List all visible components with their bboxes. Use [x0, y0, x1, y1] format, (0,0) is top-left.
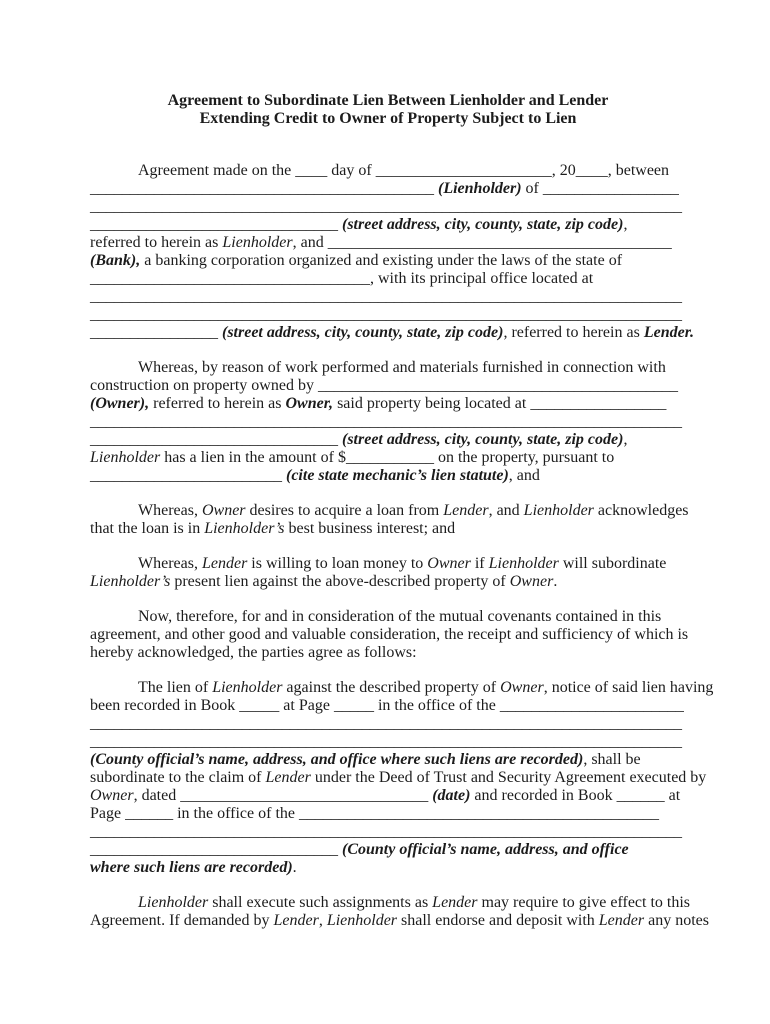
blank-field: __________________________________________________________________________: [90, 198, 682, 215]
blank-field: _____: [333, 697, 374, 714]
consideration-clause: [90, 608, 689, 662]
text-run: acknowledges: [593, 502, 689, 519]
text-run: in the office of the: [173, 805, 299, 822]
text-run: on the property, pursuant to: [433, 449, 615, 466]
text-run: Lender: [432, 894, 478, 911]
document-content: [90, 92, 714, 930]
text-run: Owner: [90, 787, 134, 804]
text-run: Owner: [427, 555, 471, 572]
text-line: [90, 769, 707, 787]
text-run: is willing to loan money to: [247, 555, 428, 572]
text-run: , referred to herein as: [503, 324, 644, 341]
text-run: Lienholder’s: [90, 573, 171, 590]
text-run: (County official’s name, address, and office: [342, 841, 629, 858]
text-run: present lien against the above-described property of: [170, 573, 510, 590]
blank-field: ______: [125, 805, 174, 822]
text-run: Lienholder: [523, 502, 594, 519]
assignments-clause: [90, 894, 709, 930]
text-line: [90, 324, 695, 342]
blank-field: _____: [239, 697, 280, 714]
text-line: [90, 198, 686, 216]
document-body: [90, 162, 714, 930]
text-run: Lender.: [643, 324, 695, 341]
blank-field: __________________________________________________________________________: [90, 733, 682, 750]
text-run: shall execute such assignments as: [208, 894, 433, 911]
blank-field: ___________________________________________: [327, 234, 672, 251]
blank-field: _________________: [542, 180, 679, 197]
blank-field: __________________________________________________________________________: [90, 823, 682, 840]
blank-field: _____________________________________________: [317, 377, 678, 394]
text-run: Lienholder: [222, 234, 293, 251]
text-line: [90, 413, 686, 431]
text-line: [90, 573, 686, 591]
text-run: of: [521, 180, 543, 197]
text-run: (street address, city, county, state, zip code): [222, 324, 504, 341]
third-whereas-clause: [90, 555, 686, 591]
blank-field: ________________________: [90, 467, 282, 484]
text-run: Lienholder: [138, 894, 209, 911]
blank-field: __________________________________________________________________________: [90, 306, 682, 323]
text-run: any notes: [644, 912, 709, 929]
text-line: [90, 520, 686, 538]
text-run: will subordinate: [558, 555, 667, 572]
text-line: [90, 395, 686, 413]
text-run: Page: [90, 805, 126, 822]
text-line: [90, 715, 686, 733]
text-line: [90, 805, 686, 823]
text-line: [90, 823, 686, 841]
text-run: Agreement made on the: [138, 162, 296, 179]
text-run: Lender: [598, 912, 645, 929]
text-run: Whereas,: [138, 555, 202, 572]
text-line: [90, 787, 686, 805]
text-line: [90, 180, 686, 198]
text-run: a banking corporation organized and existing under the laws of the state of: [140, 252, 623, 269]
text-run: (date): [432, 787, 471, 804]
text-line: [90, 626, 689, 644]
text-run: best business interest; and: [284, 520, 456, 537]
first-whereas-clause: [90, 359, 686, 485]
blank-field: _______________________: [499, 697, 684, 714]
text-line: [90, 841, 686, 859]
text-run: Owner,: [285, 395, 334, 412]
text-line: [90, 162, 686, 180]
text-run: Lienholder: [90, 449, 161, 466]
text-run: , 20: [551, 162, 576, 179]
text-run: Lender: [443, 502, 489, 519]
text-line: [90, 377, 686, 395]
text-run: Now, therefore, for and in consideration of the mutual covenants contained in this: [138, 608, 662, 625]
blank-field: _______________________________: [180, 787, 429, 804]
text-run: , shall be: [583, 751, 641, 768]
text-run: (Owner),: [90, 395, 150, 412]
text-run: (cite state mechanic’s lien statute): [286, 467, 509, 484]
text-run: where such liens are recorded): [90, 859, 293, 876]
blank-field: __________________________________________________________________________: [90, 715, 682, 732]
text-run: , and: [508, 467, 540, 484]
text-line: [90, 912, 709, 930]
text-line: [90, 216, 686, 234]
text-line: [90, 608, 686, 626]
text-run: The lien of: [138, 679, 213, 696]
text-line: [90, 288, 686, 306]
text-run: and recorded in Book: [470, 787, 617, 804]
blank-field: ___________________________________________: [90, 180, 434, 197]
blank-field: ______: [616, 787, 665, 804]
text-run: at: [664, 787, 681, 804]
text-run: ,: [318, 912, 327, 929]
text-run: Owner: [201, 502, 246, 519]
subordination-clause: [90, 679, 714, 877]
text-run: Agreement. If demanded by: [90, 912, 274, 929]
text-run: at Page: [279, 697, 334, 714]
blank-field: ____: [575, 162, 608, 179]
text-run: against the described property of: [282, 679, 501, 696]
text-run: may require to give effect to this: [477, 894, 691, 911]
text-run: , and: [292, 234, 328, 251]
text-run: .: [292, 859, 297, 876]
text-run: under the Deed of Trust and Security Agreement executed by: [310, 769, 707, 786]
text-run: shall endorse and deposit with: [397, 912, 599, 929]
text-line: [90, 502, 689, 520]
blank-field: ___________________________________: [90, 270, 370, 287]
text-run: Owner: [509, 573, 554, 590]
text-run: Lender: [265, 769, 311, 786]
text-run: ,: [623, 431, 628, 448]
text-run: day of: [327, 162, 376, 179]
text-run: has a lien in the amount of $: [160, 449, 346, 466]
blank-field: __________________________________________________________________________: [90, 288, 682, 305]
text-run: Lienholder: [488, 555, 559, 572]
text-run: subordinate to the claim of: [90, 769, 266, 786]
blank-field: ____: [295, 162, 328, 179]
text-line: [90, 431, 686, 449]
text-line: [90, 697, 686, 715]
parties-clause: [90, 162, 695, 342]
text-run: Lender: [273, 912, 319, 929]
text-run: (Bank),: [90, 252, 141, 269]
blank-field: ______________________: [375, 162, 552, 179]
text-run: .: [553, 573, 558, 590]
text-line: [90, 270, 686, 288]
text-line: [90, 644, 686, 662]
text-run: (Lienholder): [438, 180, 522, 197]
text-run: (County official’s name, address, and office where such liens are recorded): [90, 751, 584, 768]
text-line: [90, 306, 686, 324]
blank-field: _______________________________: [90, 841, 338, 858]
text-run: ,: [623, 216, 628, 233]
text-run: Owner: [500, 679, 544, 696]
text-line: [90, 894, 691, 912]
text-line: [90, 555, 686, 573]
document-title: [90, 92, 686, 128]
text-run: Lienholder: [326, 912, 398, 929]
text-run: , with its principal office located at: [370, 270, 594, 287]
text-run: that the loan is in: [90, 520, 205, 537]
text-run: desires to acquire a loan from: [245, 502, 444, 519]
text-run: been recorded in Book: [90, 697, 240, 714]
document-title-line2: Extending Credit to Owner of Property Subject to Lien: [199, 110, 577, 127]
text-run: , notice of said lien having: [543, 679, 714, 696]
text-run: (street address, city, county, state, zip code): [342, 431, 624, 448]
text-line: [90, 751, 686, 769]
text-run: Lienholder: [212, 679, 283, 696]
text-line: [90, 234, 686, 252]
text-run: , and: [488, 502, 524, 519]
text-line: [90, 679, 714, 697]
text-line: [90, 449, 686, 467]
text-run: , dated: [133, 787, 181, 804]
blank-field: __________________________________________________________________________: [90, 413, 682, 430]
text-run: in the office of the: [373, 697, 500, 714]
blank-field: _____________________________________________: [299, 805, 659, 822]
text-line: [90, 359, 686, 377]
text-line: [90, 859, 686, 877]
text-run: Lender: [201, 555, 248, 572]
text-line: [90, 467, 686, 485]
text-run: construction on property owned by: [90, 377, 318, 394]
blank-field: _______________________________: [90, 216, 338, 233]
blank-field: _______________________________: [90, 431, 338, 448]
document-title-line1: Agreement to Subordinate Lien Between Lienholder and Lender: [167, 92, 609, 109]
text-run: referred to herein as: [149, 395, 286, 412]
text-run: Lienholder’s: [204, 520, 285, 537]
second-whereas-clause: [90, 502, 689, 538]
text-line: [90, 252, 686, 270]
text-run: Whereas,: [138, 502, 202, 519]
text-run: if: [470, 555, 489, 572]
text-run: referred to herein as: [90, 234, 223, 251]
blank-field: ___________: [345, 449, 434, 466]
text-line: [90, 733, 686, 751]
blank-field: ________________: [90, 324, 218, 341]
text-run: said property being located at: [333, 395, 531, 412]
blank-field: _________________: [530, 395, 667, 412]
text-run: , between: [607, 162, 670, 179]
text-run: agreement, and other good and valuable consideration, the receipt and sufficiency of which is: [90, 626, 689, 643]
text-run: (street address, city, county, state, zip code): [342, 216, 624, 233]
text-run: Whereas, by reason of work performed and materials furnished in connection with: [138, 359, 666, 376]
text-run: hereby acknowledged, the parties agree as follows:: [90, 644, 417, 661]
